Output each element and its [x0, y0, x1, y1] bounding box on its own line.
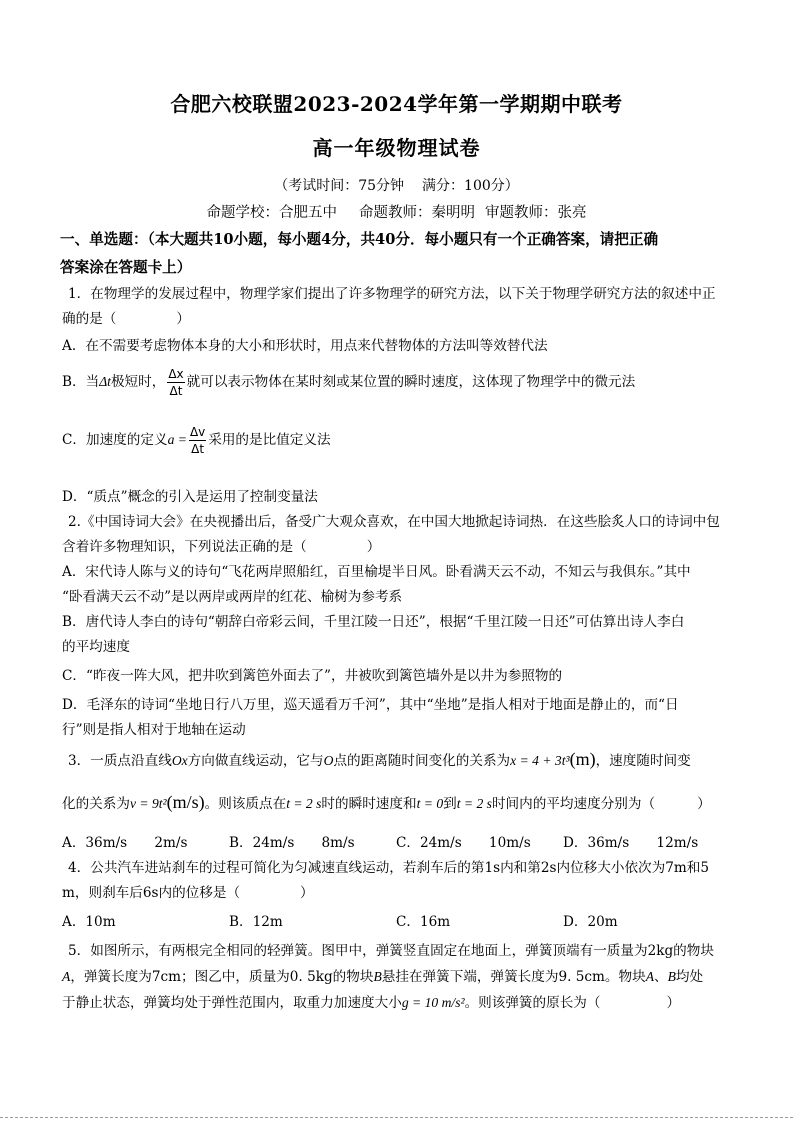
- q3-l2-mid: 。则该质点在: [204, 796, 287, 812]
- q1c-prefix: C．加速度的定义: [62, 432, 168, 448]
- page-bottom-rule: [0, 1117, 793, 1118]
- q3-l1-mid: 方向做直线运动，它与: [187, 753, 324, 769]
- q5-l3-end: ）: [666, 995, 681, 1011]
- q3-l2-post: 时间内的平均速度分别为（: [491, 796, 656, 812]
- q4-stem-line2: [62, 881, 734, 906]
- q3-x-unit: (m): [569, 749, 596, 769]
- q4-option-c: C．16m: [396, 914, 451, 930]
- q3-line2: [62, 783, 734, 823]
- q4-option-a: A．10m: [62, 914, 116, 930]
- q5-line3: [62, 990, 734, 1016]
- q3-t2b: t = 2 s: [456, 796, 492, 811]
- exam-subtitle: 高一年级物理试卷: [312, 136, 481, 160]
- q5-block-b: B: [373, 969, 382, 984]
- q5-block-a: A: [62, 969, 71, 984]
- q3-l2-end: ）: [697, 796, 711, 812]
- q1-option-b: [62, 359, 734, 405]
- q4-stem-text: m，则刹车后6s内的位移是（: [62, 885, 241, 901]
- q1-option-a: A．在不需要考虑物体本身的大小和形状时，用点来代替物体的方法叫等效替代法: [62, 338, 548, 354]
- author: 命题教师：秦明明: [359, 205, 475, 221]
- q5-l3-pre: 于静止状态，弹簧均处于弹性范围内，取重力加速度大小: [62, 995, 402, 1011]
- q1b-dt: Δt: [99, 374, 111, 389]
- q1-option-d: D．“质点”概念的引入是运用了控制变量法: [62, 489, 318, 505]
- reviewer: 审题教师：张亮: [485, 205, 587, 221]
- q2-stem-close: ）: [366, 539, 381, 555]
- question-5: [62, 939, 734, 1016]
- q3-l2-pre: 化的关系为: [62, 796, 130, 812]
- q1-stem-text: 确的是（: [62, 311, 117, 327]
- q2-option-c: C．“昨夜一阵大风，把井吹到篱笆外面去了”，井被吹到篱笆墙外是以井为参照物的: [62, 668, 563, 684]
- q5-line1: 5．如图所示，有两根完全相同的轻弹簧。图甲中，弹簧竖直固定在地面上，弹簧顶端有一质量为2kg的物块: [68, 943, 714, 959]
- q2-option-d-line2: 行”则是指人相对于地轴在运动: [62, 722, 246, 738]
- q5-sep: 、: [654, 969, 668, 985]
- q3-l2-mid2: 时的瞬时速度和: [321, 796, 417, 812]
- q1-option-c: [62, 415, 734, 465]
- q2-stem-line1: 2.《中国诗词大会》在央视播出后，备受广大观众喜欢，在中国大地掀起诗词热．在这些脍炙人口的诗词中包: [68, 514, 720, 530]
- q5-line2: [62, 964, 734, 990]
- q3-l1-post: ，速度随时间变: [595, 753, 691, 769]
- q3-option-b: B．24m/s 8m/s: [229, 835, 355, 851]
- exam-time: （考试时间：75分钟: [274, 178, 405, 194]
- q4-option-b: B．12m: [229, 914, 283, 930]
- q1-stem-close: ）: [176, 311, 190, 327]
- q2-stem-text: 含着许多物理知识，下列说法正确的是（: [62, 539, 307, 555]
- q3-line1: [62, 743, 734, 777]
- q3-l1-mid2: 点的距离随时间变化的关系为: [333, 753, 511, 769]
- q5-g-eq: g = 10 m/s²: [401, 995, 465, 1010]
- q3-l1-pre: 3．一质点沿直线: [68, 753, 172, 769]
- q2-option-a-line2: “卧看满天云不动”是以两岸或两岸的红花、榆树为参考系: [62, 589, 403, 605]
- q2-option-a-line1: A．宋代诗人陈与义的诗句“飞花两岸照船红，百里榆堤半日风。卧看满天云不动，不知云与我俱东。”其中: [62, 564, 691, 580]
- q1b-post: 就可以表示物体在某时刻或某位置的瞬时速度，这体现了物理学中的微元法: [186, 374, 636, 390]
- q3-option-d: D．36m/s 12m/s: [563, 835, 699, 851]
- question-4: [62, 856, 734, 935]
- q1c-post: 采用的是比值定义法: [208, 432, 331, 448]
- q3-v-unit: (m/s): [166, 792, 205, 812]
- full-score: 满分：100分）: [422, 178, 519, 194]
- section-title: [60, 226, 734, 282]
- q3-option-c: C．24m/s 10m/s: [396, 835, 531, 851]
- q5-block-b2: B: [667, 969, 676, 984]
- q1b-prefix: B．当: [62, 374, 100, 390]
- q3-options: [62, 831, 734, 856]
- q2-option-d-line1: D．毛泽东的诗词“坐地日行八万里，巡天遥看万千河”，其中“坐地”是指人相对于地面是静止的，而“日: [62, 697, 679, 713]
- q4-option-d: D．20m: [563, 914, 618, 930]
- section-title-line1: 一、单选题：（本大题共10小题，每小题4分，共40分．每小题只有一个正确答案，请把正确: [60, 231, 659, 248]
- q4-options: [62, 910, 734, 935]
- q1-stem-line1: 1．在物理学的发展过程中，物理学家们提出了许多物理学的研究方法，以下关于物理学研究方法的叙述中正: [68, 286, 716, 302]
- q1b-frac-den: Δt: [169, 384, 183, 398]
- q1b-fraction: [167, 366, 184, 399]
- q3-v-eq: v = 9t²: [129, 796, 167, 811]
- q3-ox: Ox: [171, 753, 188, 768]
- q2-stem-line2: [62, 535, 734, 560]
- q1b-mid: 极短时，: [110, 374, 166, 390]
- question-3: [62, 743, 734, 856]
- q3-option-a: A．36m/s 2m/s: [62, 835, 188, 851]
- q3-to: 到: [443, 796, 457, 812]
- question-2: [62, 510, 734, 743]
- exam-body: [62, 226, 734, 1016]
- q5-l2-end: 均处: [675, 969, 704, 985]
- q1c-frac-den: Δt: [191, 442, 205, 456]
- q3-t2: t = 2 s: [286, 796, 322, 811]
- exam-time-score: [0, 175, 793, 195]
- q2-option-b-line2: 的平均速度: [62, 639, 130, 655]
- q1c-frac-num: Δv: [189, 425, 206, 439]
- q1b-frac-num: Δx: [168, 367, 184, 381]
- q4-stem-line1: 4．公共汽车进站刹车的过程可简化为匀减速直线运动，若刹车后的第1s内和第2s内位移大小依次为7m和5: [68, 860, 710, 876]
- q1-stem-line2: [62, 307, 734, 332]
- q3-t0: t = 0: [416, 796, 444, 811]
- q5-l2-post: 悬挂在弹簧下端，弹簧长度为9. 5cm。物块: [381, 969, 646, 985]
- q2-option-b-line1: B．唐代诗人李白的诗句“朝辞白帝彩云间，千里江陵一日还”，根据“千里江陵一日还”可估算出诗人李白: [62, 614, 685, 630]
- q4-stem-close: ）: [300, 885, 314, 901]
- question-1: [62, 282, 734, 510]
- exam-title: 合肥六校联盟2023-2024学年第一学期期中联考: [170, 92, 623, 116]
- q5-l3-post: 。则该弹簧的原长为（: [464, 995, 601, 1011]
- school: 命题学校：合肥五中: [206, 205, 337, 221]
- q3-x-eq: x = 4 + 3t³: [510, 753, 570, 768]
- q1c-eq: a =: [167, 432, 187, 447]
- q5-l2-pre: ，弹簧长度为7cm；图乙中，质量为0. 5kg的物块: [70, 969, 374, 985]
- exam-authors: [0, 201, 793, 222]
- q5-block-a2: A: [645, 969, 655, 984]
- section-title-line2: 答案涂在答题卡上）: [60, 259, 192, 276]
- q1c-fraction: [189, 424, 206, 457]
- q3-o: O: [323, 753, 334, 768]
